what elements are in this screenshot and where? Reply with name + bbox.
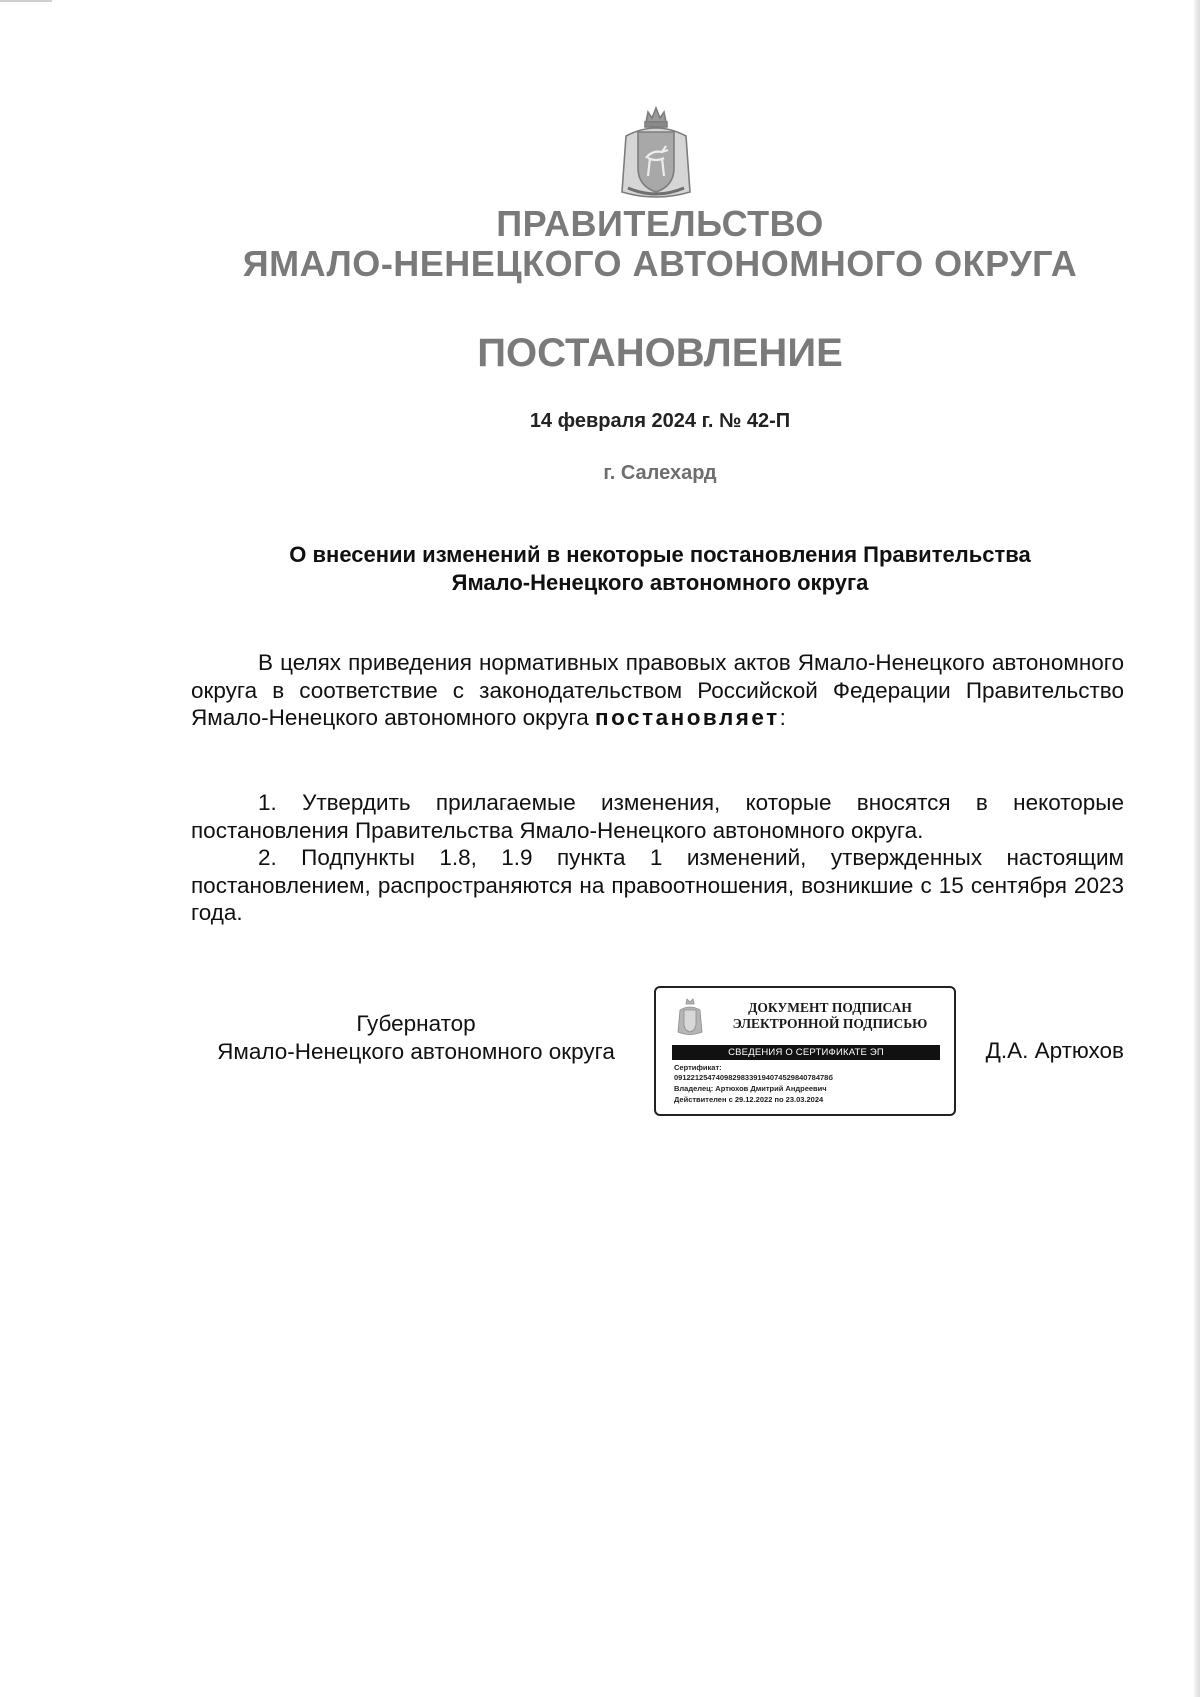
clause-2: 2. Подпункты 1.8, 1.9 пункта 1 изменений, утвержденных настоящим постановлением, распространяются на правоотношения, возникшие с 15 сентября 2023 года. [191,845,1124,925]
subject-line1: О внесении изменений в некоторые постановления Правительства [289,542,1031,567]
document-subject [190,541,1130,597]
signer-name: Д.А. Артюхов [985,1038,1124,1063]
coat-of-arms-emblem [618,106,694,204]
stamp-title-line2: ЭЛЕКТРОННОЙ ПОДПИСЬЮ [732,1016,928,1031]
signatory-position [191,1010,641,1065]
stamp-emblem-icon [676,998,704,1038]
scan-mark [0,0,52,2]
position-line1: Губернатор [356,1011,476,1036]
certificate-owner: Владелец: Артюхов Дмитрий Андреевич [674,1084,827,1093]
government-title-line2: ЯМАЛО-НЕНЕЦКОГО АВТОНОМНОГО ОКРУГА [242,243,1078,284]
preamble-end: : [779,705,786,730]
document-city: г. Салехард [603,462,717,484]
decree-word: постановляет [595,705,780,730]
certificate-validity: Действителен с 29.12.2022 по 23.03.2024 [674,1095,824,1104]
document-date-number: 14 февраля 2024 г. № 42-П [529,410,791,432]
electronic-signature-stamp [654,986,956,1116]
clause-1: 1. Утвердить прилагаемые изменения, которые вносятся в некоторые постановления Правительства Ямало-Ненецкого автономного округа. [191,790,1124,843]
preamble-text: В целях приведения нормативных правовых актов Ямало-Ненецкого автономного округа в соответствие с законодательством Российской Федерации Правительство Ямало-Ненецкого автономного округа [191,650,1124,730]
position-line2: Ямало-Ненецкого автономного округа [217,1038,615,1064]
stamp-title [712,1000,948,1032]
document-type: ПОСТАНОВЛЕНИЕ [477,331,843,375]
certificate-value: 0912212547409829833919407452984078478б [674,1073,833,1082]
stamp-title-line1: ДОКУМЕНТ ПОДПИСАН [748,1000,912,1015]
certificate-label: Сертификат: [674,1063,722,1072]
certificate-info-bar: СВЕДЕНИЯ О СЕРТИФИКАТЕ ЭП [672,1045,940,1060]
subject-line2: Ямало-Ненецкого автономного округа [451,570,869,595]
government-title-line1: ПРАВИТЕЛЬСТВО [496,203,824,244]
preamble-paragraph [191,649,1124,732]
